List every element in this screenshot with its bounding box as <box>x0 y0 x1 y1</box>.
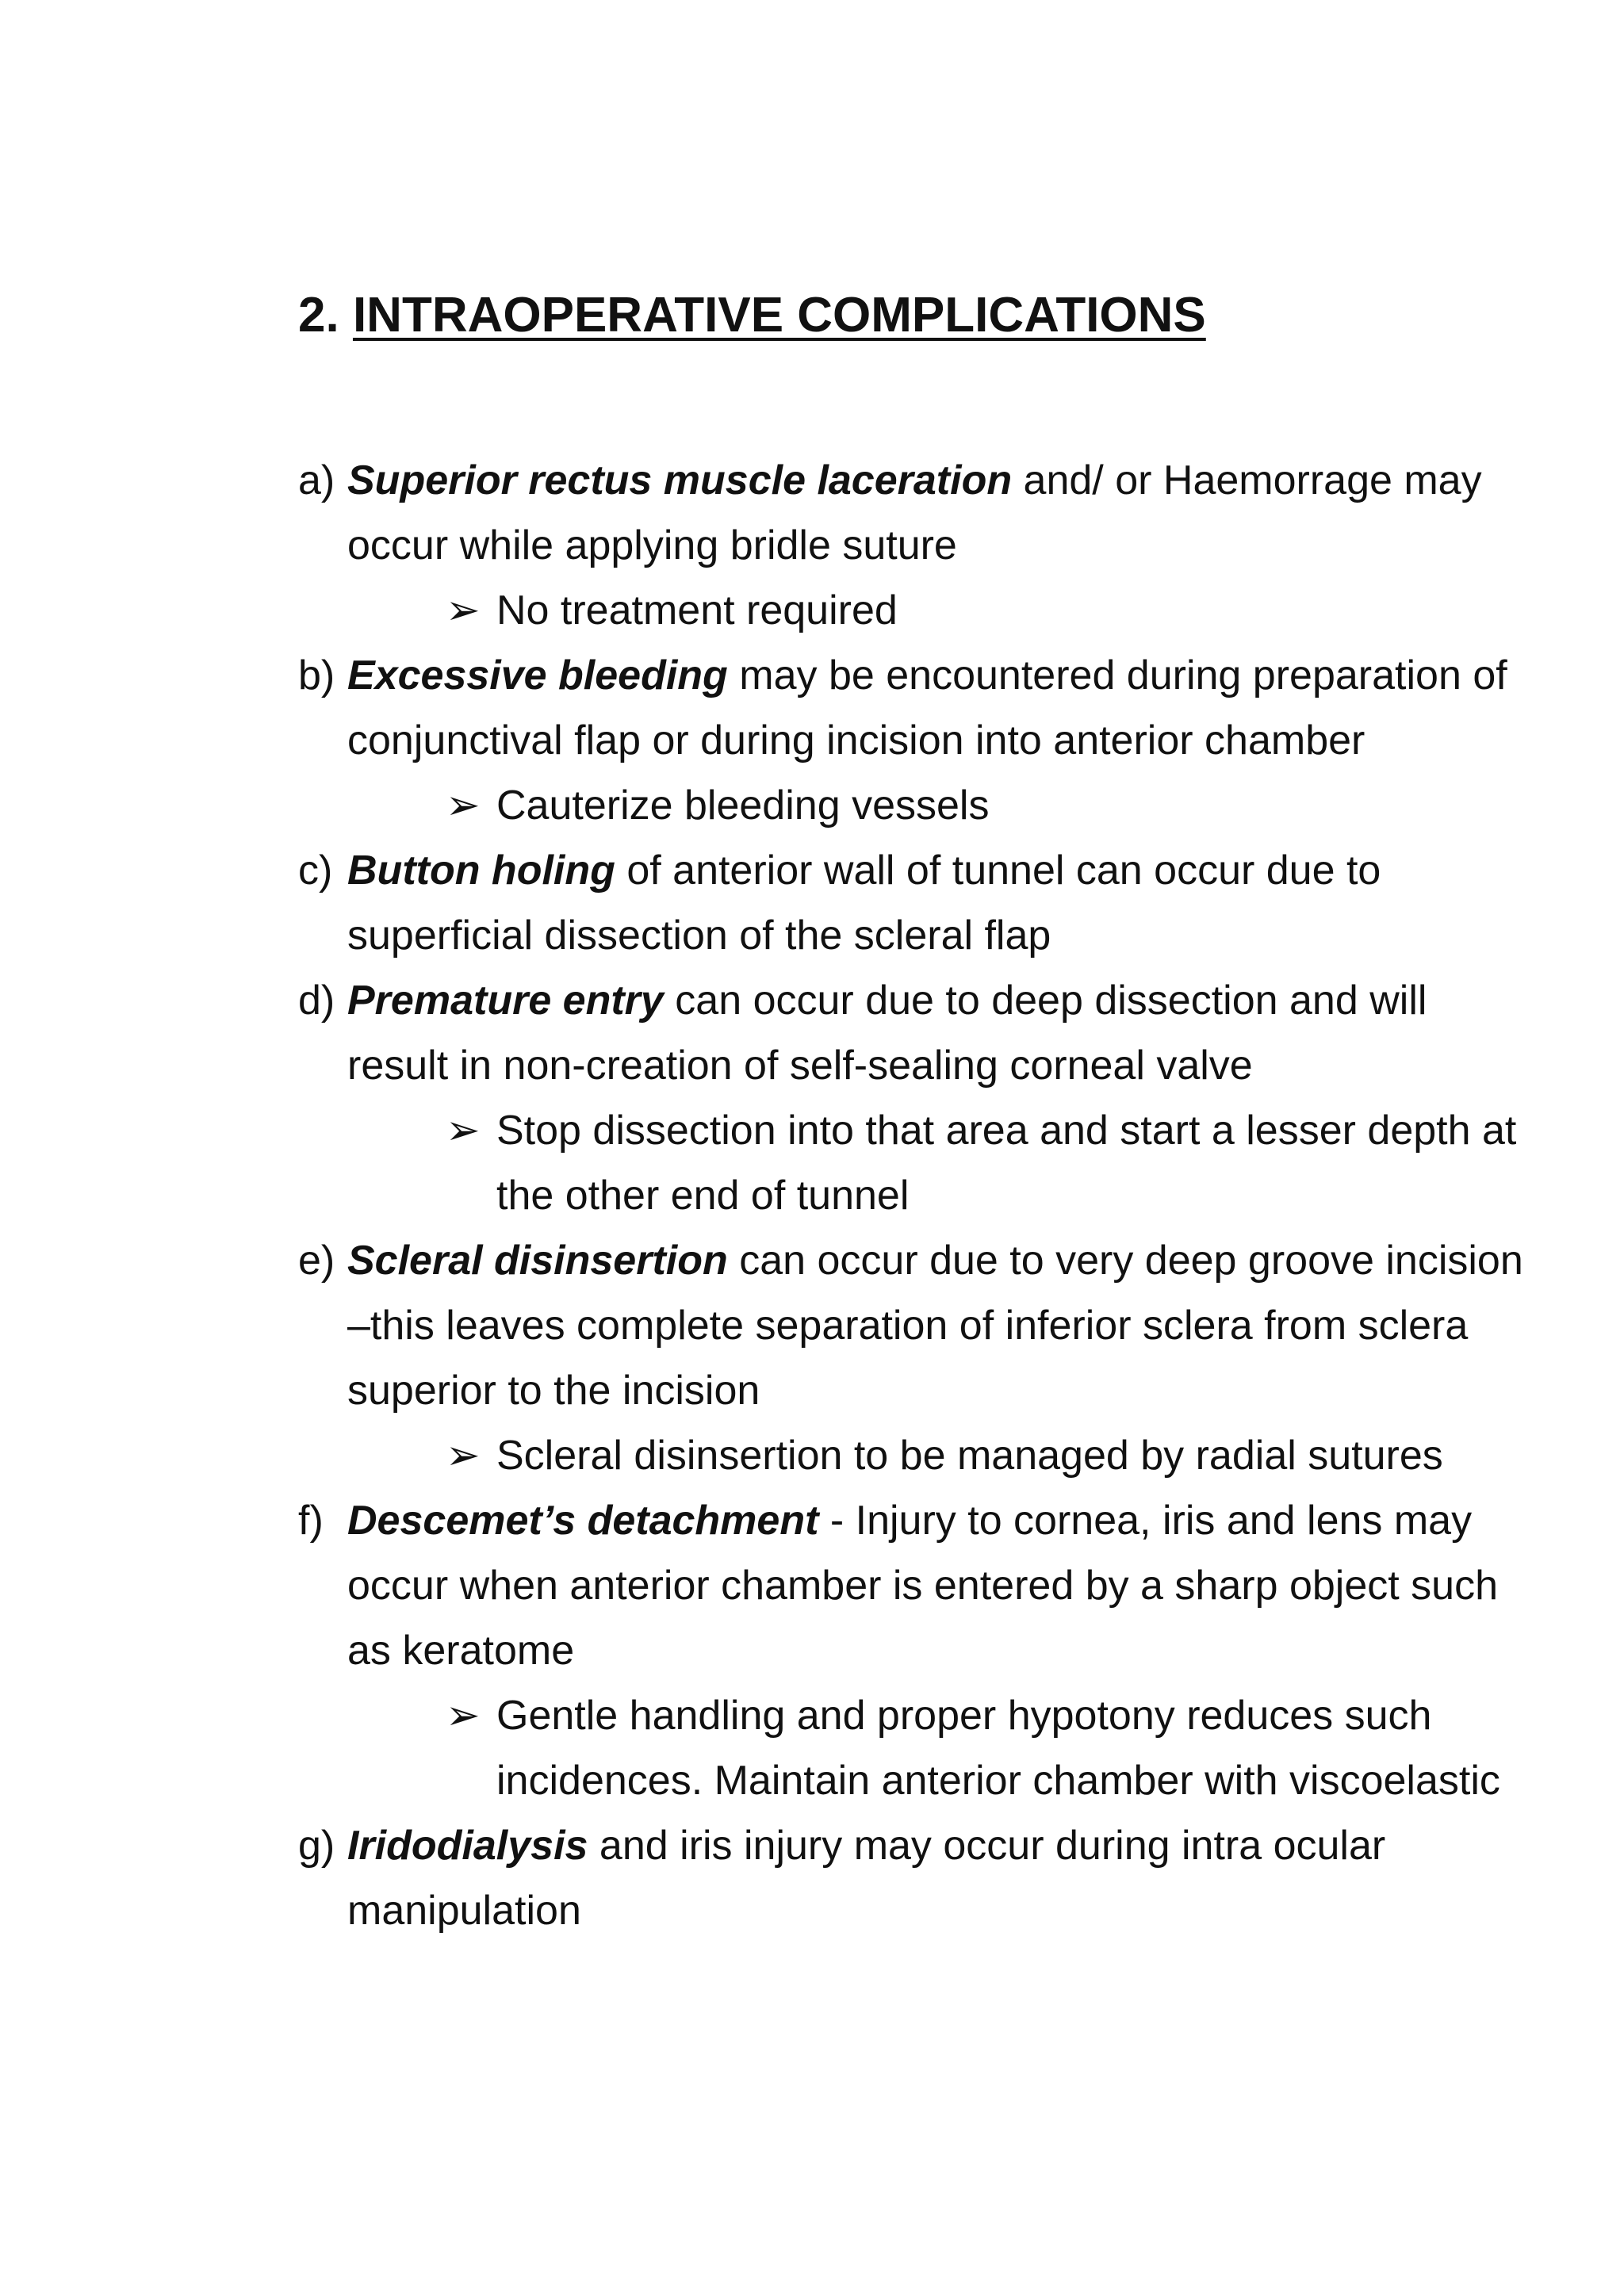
section-title: INTRAOPERATIVE COMPLICATIONS <box>352 288 1206 342</box>
section-number: 2. <box>298 288 339 342</box>
list-item-e <box>298 1228 1535 1423</box>
item-marker: f) <box>298 1498 324 1544</box>
item-term: Iridodialysis <box>347 1823 588 1869</box>
arrowhead-bullet-icon: ➢ <box>446 783 481 828</box>
complications-list <box>298 448 1535 1943</box>
item-marker: e) <box>298 1238 335 1284</box>
sub-bullet-text: Gentle handling and proper hypotony reduces such incidences. Maintain anterior chamber with viscoelastic <box>496 1693 1500 1804</box>
item-marker: c) <box>298 848 333 894</box>
list-item-g <box>298 1813 1535 1943</box>
sub-bullet-text: Scleral disinsertion to be managed by radial sutures <box>496 1433 1443 1479</box>
item-text: can occur due to very deep groove incision –this leaves complete separation of inferior sclera from sclera superior to the incision <box>347 1238 1523 1414</box>
item-text: and iris injury may occur during intra ocular manipulation <box>347 1823 1386 1934</box>
sub-bullet <box>298 1098 1535 1228</box>
item-text: - Injury to cornea, iris and lens may occur when anterior chamber is entered by a sharp object such as keratome <box>347 1498 1498 1674</box>
arrowhead-bullet-icon: ➢ <box>446 1433 481 1479</box>
sub-bullet-text: Cauterize bleeding vessels <box>496 783 990 828</box>
item-text: may be encountered during preparation of conjunctival flap or during incision into anterior chamber <box>347 652 1507 763</box>
item-marker: b) <box>298 652 335 698</box>
item-text: can occur due to deep dissection and will result in non-creation of self-sealing corneal valve <box>347 978 1427 1089</box>
arrowhead-bullet-icon: ➢ <box>446 587 481 633</box>
list-item-c <box>298 838 1535 968</box>
list-item-f <box>298 1488 1535 1683</box>
item-term: Descemet’s detachment <box>347 1498 819 1544</box>
sub-bullet-text: No treatment required <box>496 587 898 633</box>
list-item-a <box>298 448 1535 578</box>
item-text: and/ or Haemorrage may occur while applying bridle suture <box>347 457 1482 568</box>
arrowhead-bullet-icon: ➢ <box>446 1108 481 1154</box>
section-heading <box>298 287 1206 343</box>
item-marker: d) <box>298 978 335 1024</box>
list-item-d <box>298 968 1535 1098</box>
sub-bullet-text: Stop dissection into that area and start a lesser depth at the other end of tunnel <box>496 1108 1517 1219</box>
sub-bullet <box>298 578 1535 643</box>
sub-bullet <box>298 1423 1535 1488</box>
item-marker: a) <box>298 457 335 503</box>
item-term: Superior rectus muscle laceration <box>347 457 1013 503</box>
arrowhead-bullet-icon: ➢ <box>446 1693 481 1739</box>
item-term: Scleral disinsertion <box>347 1238 728 1284</box>
item-marker: g) <box>298 1823 335 1869</box>
item-term: Button holing <box>347 848 615 894</box>
item-text: of anterior wall of tunnel can occur due to superficial dissection of the scleral flap <box>347 848 1381 959</box>
item-term: Premature entry <box>347 978 664 1024</box>
sub-bullet <box>298 773 1535 838</box>
list-item-b <box>298 643 1535 773</box>
item-term: Excessive bleeding <box>347 652 728 698</box>
sub-bullet <box>298 1683 1535 1813</box>
